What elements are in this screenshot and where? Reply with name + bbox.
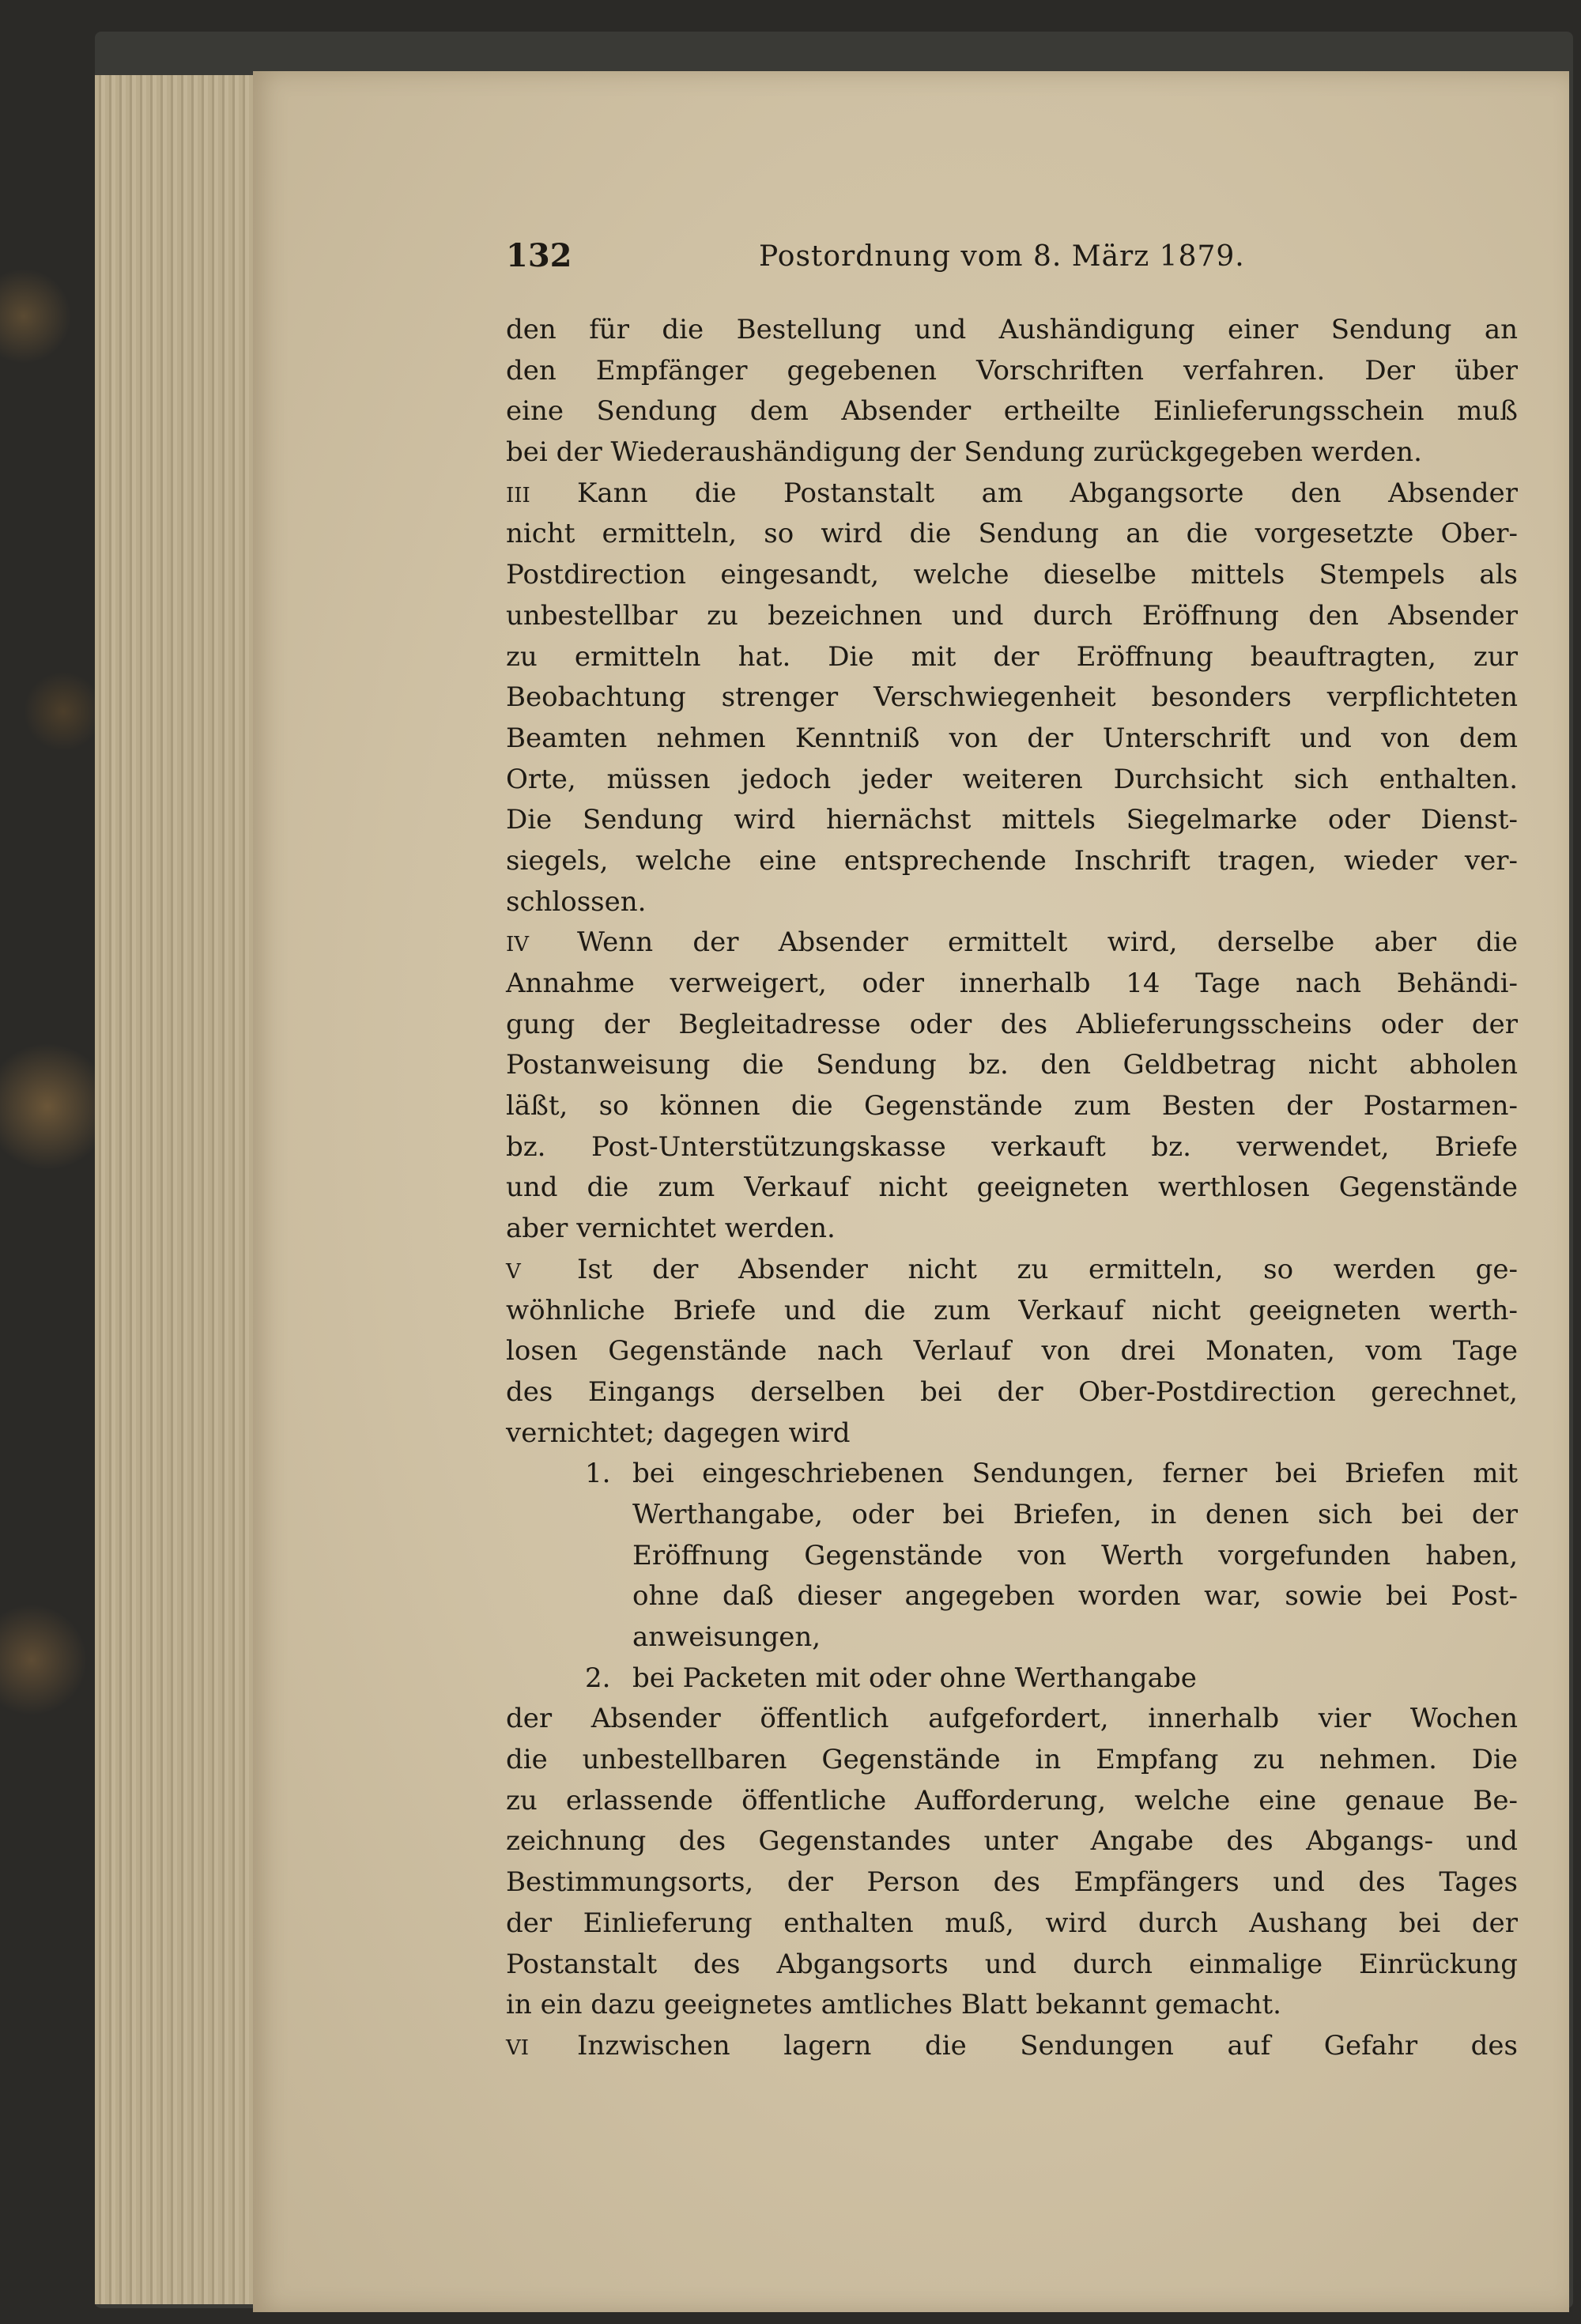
line-text: Werthangabe, oder bei Briefen, in denen sich bei der bbox=[632, 1498, 1518, 1530]
page-number: 132 bbox=[506, 237, 572, 274]
text-line bbox=[506, 1291, 1518, 1332]
text-line bbox=[506, 1658, 1518, 1700]
text-line bbox=[506, 432, 1518, 473]
line-text: unbestellbar zu bezeichnen und durch Eröffnung den Absender bbox=[506, 599, 1518, 632]
line-text: Eröffnung Gegenstände von Werth vorgefunden haben, bbox=[632, 1539, 1518, 1571]
line-text: Bestimmungsorts, der Person des Empfängers und des Tages bbox=[506, 1866, 1518, 1899]
text-line bbox=[506, 1740, 1518, 1781]
line-text: bz. Post-Unterstützungskasse verkauft bz. verwendet, Briefe bbox=[506, 1130, 1518, 1163]
text-line bbox=[506, 1862, 1518, 1903]
text-line bbox=[506, 1945, 1518, 1986]
line-text: bei eingeschriebenen Sendungen, ferner bei Briefen mit bbox=[632, 1458, 1518, 1490]
text-line bbox=[506, 1413, 1518, 1454]
text-line bbox=[506, 1331, 1518, 1372]
text-line bbox=[506, 760, 1518, 801]
list-number: 2. bbox=[585, 1662, 611, 1694]
text-line bbox=[506, 1699, 1518, 1740]
line-text: den Empfänger gegebenen Vorschriften verfahren. Der über bbox=[506, 354, 1518, 387]
text-line bbox=[506, 1005, 1518, 1046]
line-text: losen Gegenstände nach Verlauf von drei Monaten, vom Tage bbox=[506, 1335, 1518, 1368]
line-text: Beamten nehmen Kenntniß von der Unterschrift und von dem bbox=[506, 722, 1518, 754]
text-line bbox=[506, 310, 1518, 351]
text-line bbox=[506, 964, 1518, 1005]
section-marker: IV bbox=[506, 933, 530, 957]
line-text: aber vernichtet werden. bbox=[506, 1213, 836, 1245]
text-line bbox=[506, 1781, 1518, 1822]
line-text: der Absender öffentlich aufgefordert, innerhalb vier Wochen bbox=[506, 1703, 1518, 1735]
text-line bbox=[506, 2026, 1518, 2067]
line-text: nicht ermitteln, so wird die Sendung an die vorgesetzte Ober- bbox=[506, 518, 1518, 550]
text-line bbox=[506, 1454, 1518, 1495]
text-line bbox=[506, 882, 1518, 923]
text-line bbox=[506, 637, 1518, 678]
text-line bbox=[506, 1576, 1518, 1617]
line-text: zeichnung des Gegenstandes unter Angabe des Abgangs- und bbox=[506, 1825, 1518, 1858]
line-text: Postanweisung die Sendung bz. den Geldbetrag nicht abholen bbox=[506, 1049, 1518, 1081]
line-text: bei Packeten mit oder ohne Werthangabe bbox=[632, 1662, 1197, 1694]
text-line bbox=[506, 391, 1518, 432]
line-text: Annahme verweigert, oder innerhalb 14 Tage nach Behändi- bbox=[506, 968, 1518, 999]
text-line bbox=[506, 514, 1518, 555]
text-line bbox=[506, 1209, 1518, 1250]
line-text: bei der Wiederaushändigung der Sendung zurückgegeben werden. bbox=[506, 436, 1422, 469]
text-line bbox=[506, 841, 1518, 882]
text-line bbox=[506, 555, 1518, 596]
section-marker: III bbox=[506, 483, 530, 507]
running-head: Postordnung vom 8. März 1879. bbox=[759, 240, 1245, 273]
line-text: in ein dazu geeignetes amtliches Blatt bekannt gemacht. bbox=[506, 1989, 1281, 2021]
text-line bbox=[506, 596, 1518, 637]
text-line bbox=[506, 719, 1518, 760]
page-edges bbox=[95, 75, 269, 2304]
line-text: der Einlieferung enthalten muß, wird durch Aushang bei der bbox=[506, 1907, 1518, 1939]
line-text: Orte, müssen jedoch jeder weiteren Durchsicht sich enthalten. bbox=[506, 763, 1518, 795]
line-text: eine Sendung dem Absender ertheilte Einlieferungsschein muß bbox=[506, 395, 1518, 428]
line-text: und die zum Verkauf nicht geeigneten werthlosen Gegenstände bbox=[506, 1171, 1518, 1204]
line-text: anweisungen, bbox=[632, 1621, 821, 1653]
line-text: Postdirection eingesandt, welche dieselbe mittels Stempels als bbox=[506, 559, 1518, 591]
line-text: zu erlassende öffentliche Aufforderung, welche eine genaue Be- bbox=[506, 1784, 1518, 1817]
line-text: läßt, so können die Gegenstände zum Besten der Postarmen- bbox=[506, 1090, 1518, 1122]
line-text: Inzwischen lagern die Sendungen auf Gefahr des bbox=[577, 2029, 1518, 2062]
section-marker: VI bbox=[506, 2035, 530, 2060]
text-line bbox=[506, 1372, 1518, 1413]
text-line bbox=[506, 1045, 1518, 1086]
text-line bbox=[506, 1617, 1518, 1658]
text-line bbox=[506, 1250, 1518, 1291]
text-line bbox=[506, 922, 1518, 964]
line-text: zu ermitteln hat. Die mit der Eröffnung beauftragten, zur bbox=[506, 640, 1518, 673]
body-text bbox=[506, 310, 1518, 2067]
text-line bbox=[506, 1086, 1518, 1127]
line-text: schlossen. bbox=[506, 885, 647, 918]
line-text: Wenn der Absender ermittelt wird, derselbe aber die bbox=[577, 926, 1518, 959]
text-line bbox=[506, 1127, 1518, 1168]
text-line bbox=[506, 1168, 1518, 1209]
line-text: Beobachtung strenger Verschwiegenheit besonders verpflichteten bbox=[506, 681, 1518, 714]
text-line bbox=[506, 473, 1518, 515]
line-text: ohne daß dieser angegeben worden war, sowie bei Post- bbox=[632, 1580, 1518, 1613]
line-text: Postanstalt des Abgangsorts und durch einmalige Einrückung bbox=[506, 1948, 1518, 1980]
section-marker: V bbox=[506, 1259, 521, 1284]
line-text: des Eingangs derselben bei der Ober-Postdirection gerechnet, bbox=[506, 1375, 1518, 1408]
line-text: siegels, welche eine entsprechende Inschrift tragen, wieder ver- bbox=[506, 844, 1518, 877]
text-line bbox=[506, 800, 1518, 841]
line-text: die unbestellbaren Gegenstände in Empfang zu nehmen. Die bbox=[506, 1744, 1518, 1776]
line-text: vernichtet; dagegen wird bbox=[506, 1417, 851, 1449]
text-line bbox=[506, 1985, 1518, 2026]
list-number: 1. bbox=[585, 1458, 611, 1490]
text-line bbox=[506, 351, 1518, 392]
page-header bbox=[506, 237, 1534, 292]
text-line bbox=[506, 677, 1518, 719]
line-text: Kann die Postanstalt am Abgangsorte den Absender bbox=[577, 477, 1518, 509]
line-text: gung der Begleitadresse oder des Ablieferungsscheins oder der bbox=[506, 1008, 1518, 1040]
line-text: Die Sendung wird hiernächst mittels Siegelmarke oder Dienst- bbox=[506, 804, 1518, 836]
text-line bbox=[506, 1903, 1518, 1945]
text-line bbox=[506, 1495, 1518, 1536]
line-text: Ist der Absender nicht zu ermitteln, so werden ge- bbox=[577, 1253, 1518, 1285]
line-text: den für die Bestellung und Aushändigung einer Sendung an bbox=[506, 314, 1518, 345]
line-text: wöhnliche Briefe und die zum Verkauf nicht geeigneten werth- bbox=[506, 1294, 1518, 1326]
text-line bbox=[506, 1821, 1518, 1862]
text-line bbox=[506, 1536, 1518, 1577]
